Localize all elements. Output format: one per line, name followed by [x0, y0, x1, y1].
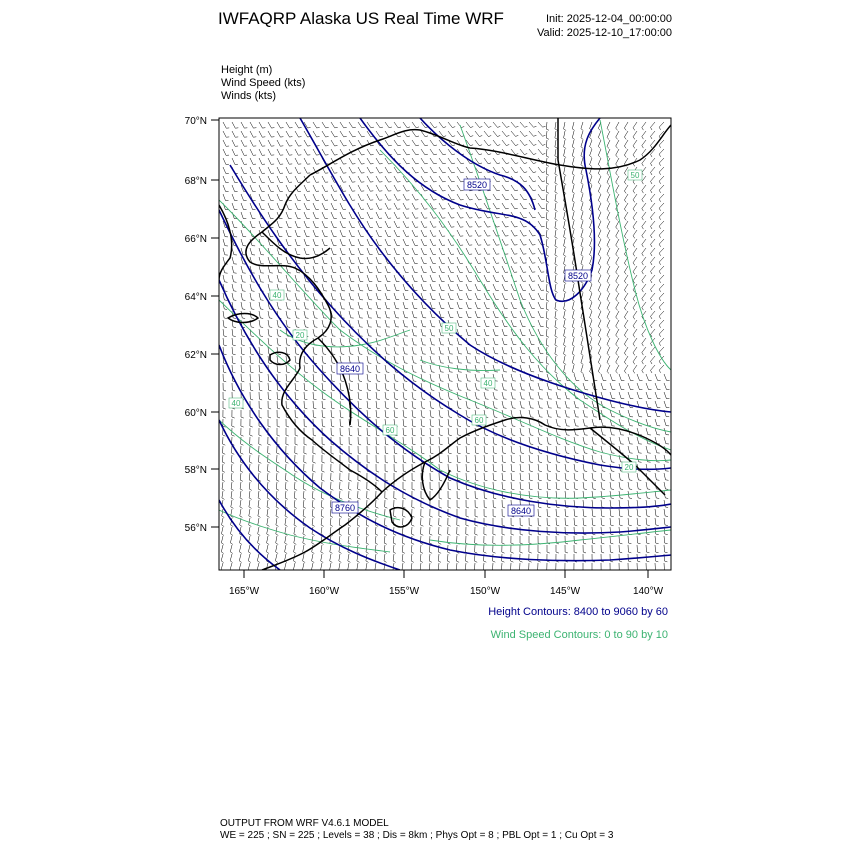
field-label-height: Height (m) — [221, 64, 273, 76]
plot-title: IWFAQRP Alaska US Real Time WRF — [218, 9, 504, 28]
valid-time: Valid: 2025-12-10_17:00:00 — [537, 27, 672, 39]
init-time: Init: 2025-12-04_00:00:00 — [546, 13, 672, 25]
field-label-wind-speed: Wind Speed (kts) — [221, 77, 306, 89]
field-label-winds: Winds (kts) — [221, 90, 276, 102]
